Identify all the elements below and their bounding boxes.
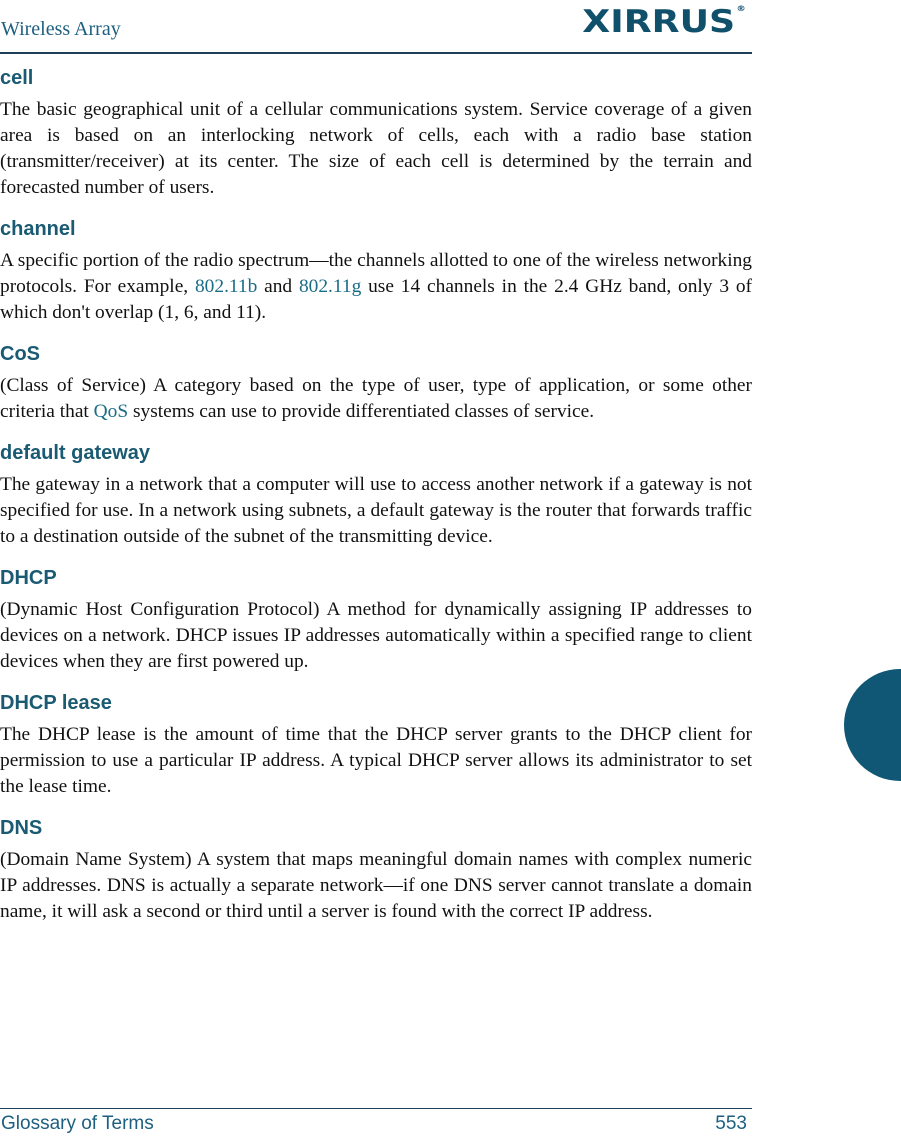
glossary-entry-dhcp-lease — [0, 691, 752, 800]
term-definition — [0, 373, 752, 425]
term-heading: cell — [0, 67, 34, 89]
term-definition: (Dynamic Host Configuration Protocol) A method for dynamically assigning IP addresses to devices on a network. DHCP issues IP addresses automatically within a specified range to client devices when they are first powered up. — [0, 599, 752, 672]
footer-divider — [0, 1108, 752, 1109]
term-definition: The DHCP lease is the amount of time that the DHCP server grants to the DHCP client for permission to use a particular IP address. A typical DHCP server allows its administrator to set the lease time. — [0, 724, 752, 797]
definition-text: (Class of Service) A category based on the type of user, type of application, or some other criteria that — [0, 375, 752, 422]
glossary-entry-cell — [0, 66, 752, 201]
term-heading: default gateway — [0, 442, 151, 464]
link-802-11g[interactable]: 802.11g — [298, 276, 362, 297]
section-thumb-tab — [844, 669, 901, 781]
term-definition: The basic geographical unit of a cellular communications system. Service coverage of a given area is based on an interlocking network of cells, each with a radio base station (transmitter/receiver) at its center. The size of each cell is determined by the terrain and forecasted number of users. — [0, 99, 752, 198]
glossary-entry-cos — [0, 342, 752, 425]
link-802-11b[interactable]: 802.11b — [194, 276, 258, 297]
term-heading: CoS — [0, 343, 40, 365]
logo-text: XIRRUS — [582, 4, 736, 40]
glossary-entry-dns — [0, 816, 752, 925]
definition-text: A specific portion of the radio spectrum—the channels allotted to one of the wireless networking protocols. For example, — [0, 250, 752, 297]
term-definition — [0, 248, 752, 326]
xirrus-logo — [583, 4, 746, 40]
term-definition: The gateway in a network that a computer will use to access another network if a gateway is not specified for use. In a network using subnets, a default gateway is the router that forwards traffic to a destination outside of the subnet of the transmitting device. — [0, 474, 752, 547]
glossary-entry-default-gateway — [0, 441, 752, 550]
term-definition: (Domain Name System) A system that maps meaningful domain names with complex numeric IP addresses. DNS is actually a separate network—if one DNS server cannot translate a domain name, it will ask a second or third until a server is found with the correct IP address. — [0, 849, 752, 922]
glossary-content — [0, 66, 752, 941]
header-title: Wireless Array — [1, 18, 121, 40]
definition-text: use 14 channels in the 2.4 GHz band, only 3 of which don't overlap (1, 6, and 11). — [0, 276, 752, 323]
term-heading: DNS — [0, 817, 43, 839]
footer-page-number: 553 — [715, 1113, 747, 1134]
term-heading: channel — [0, 218, 76, 240]
page-header — [0, 0, 752, 54]
registered-mark: ® — [736, 4, 746, 13]
link-qos[interactable]: QoS — [93, 401, 129, 422]
term-heading: DHCP — [0, 567, 57, 589]
definition-text: systems can use to provide differentiated classes of service. — [128, 401, 595, 422]
definition-text: and — [257, 276, 299, 297]
glossary-entry-channel — [0, 217, 752, 326]
glossary-entry-dhcp — [0, 566, 752, 675]
footer-section-title: Glossary of Terms — [1, 1113, 154, 1134]
term-heading: DHCP lease — [0, 692, 112, 714]
